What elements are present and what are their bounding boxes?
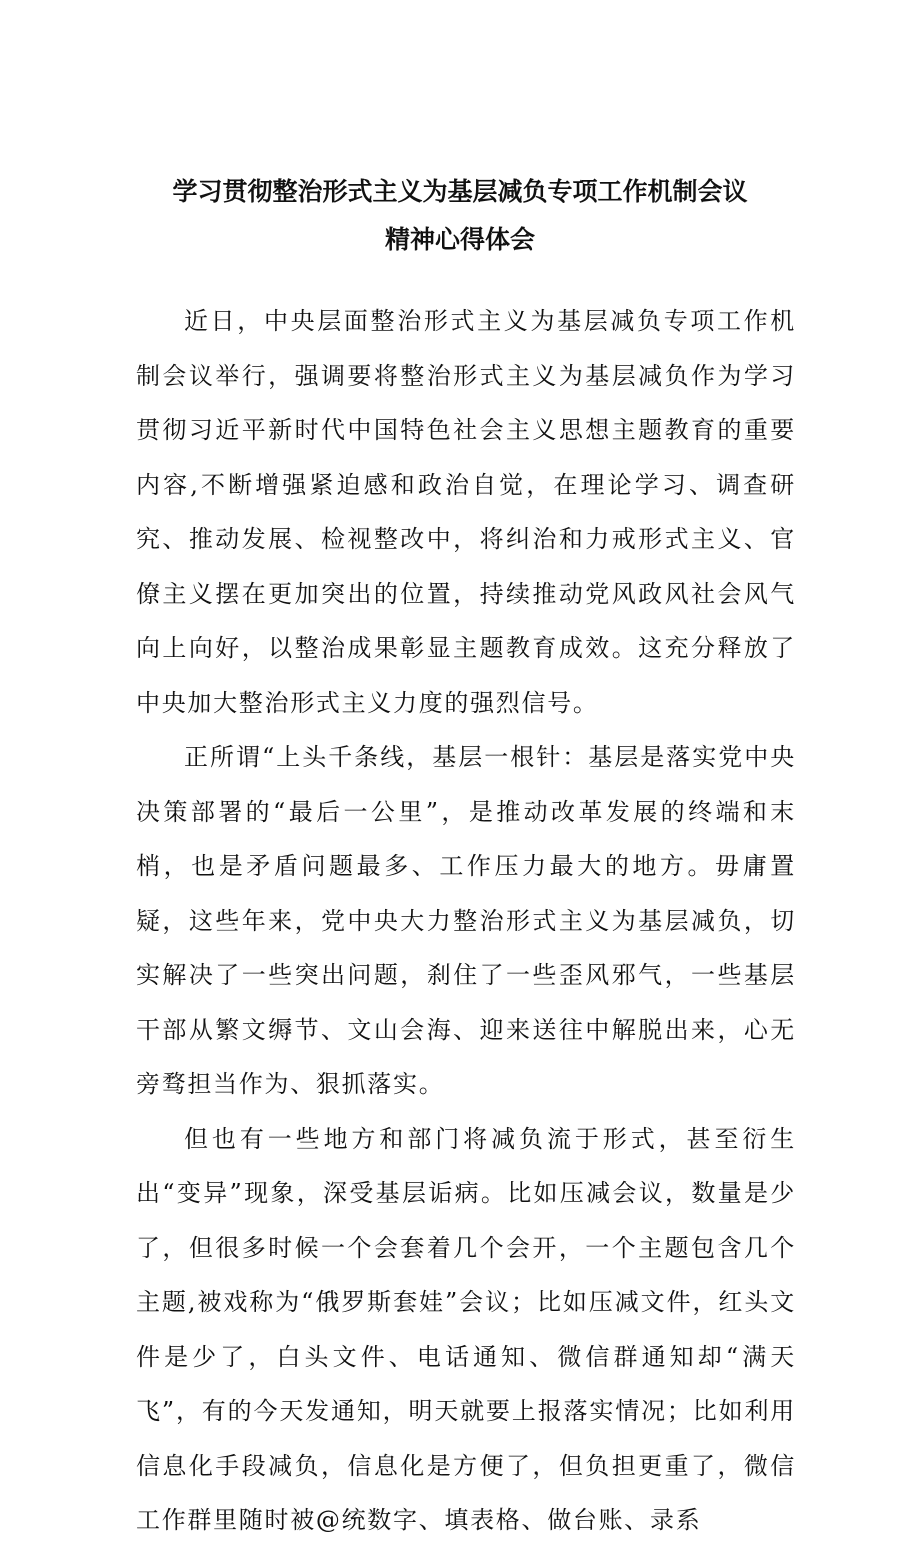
document-body — [136, 294, 796, 1548]
paragraph-2: 正所谓“上头千条线，基层一根针：基层是落实党中央决策部署的“最后一公里”，是推动改革发展的终端和末梢，也是矛盾问题最多、工作压力最大的地方。毋庸置疑，这些年来，党中央大力整治形式主义为基层减负，切实解决了一些突出问题，刹住了一些歪风邪气，一些基层干部从繁文缛节、文山会海、迎来送往中解脱出来，心无旁骛担当作为、狠抓落实。 — [136, 743, 796, 1098]
paragraph-3: 但也有一些地方和部门将减负流于形式，甚至衍生出“变异”现象，深受基层诟病。比如压减会议，数量是少了，但很多时候一个会套着几个会开，一个主题包含几个主题,被戏称为“俄罗斯套娃”会议；比如压减文件，红头文件是少了，白头文件、电话通知、微信群通知却“满天飞”，有的今天发通知，明天就要上报落实情况；比如利用信息化手段减负，信息化是方便了，但负担更重了，微信工作群里随时被@统数字、填表格、做台账、录系 — [136, 1124, 796, 1534]
document-title-line-1: 学习贯彻整治形式主义为基层减负专项工作机制会议 — [172, 177, 748, 206]
document-title-line-2: 精神心得体会 — [384, 225, 535, 254]
paragraph-1: 近日，中央层面整治形式主义为基层减负专项工作机制会议举行，强调要将整治形式主义为基层减负作为学习贯彻习近平新时代中国特色社会主义思想主题教育的重要内容,不断增强紧迫感和政治自觉，在理论学习、调查研究、推动发展、检视整改中，将纠治和力戒形式主义、官僚主义摆在更加突出的位置，持续推动党风政风社会风气向上向好，以整治成果彰显主题教育成效。这充分释放了中央加大整治形式主义力度的强烈信号。 — [136, 307, 796, 717]
